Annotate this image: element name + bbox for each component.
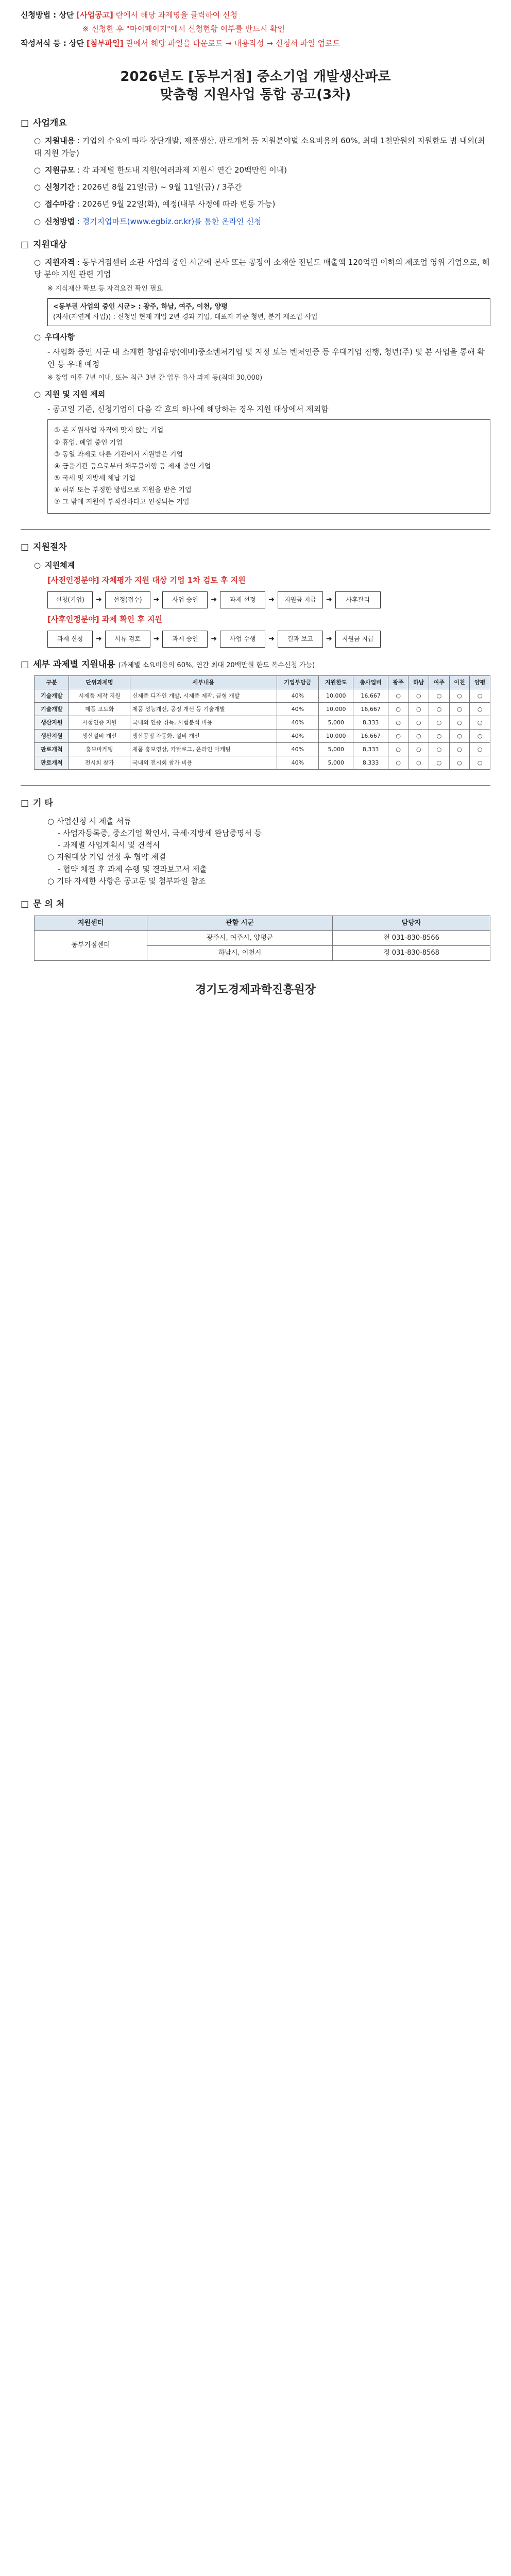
table-header-row (35, 916, 490, 930)
cell-desc: 신제품 디자인 개발, 시제품 제작, 금형 개발 (130, 689, 277, 703)
cell-limit: 10,000 (318, 689, 353, 703)
cell-center: 동부거점센터 (35, 930, 147, 960)
cell-share: 40% (277, 756, 318, 770)
flow-step: 과제 선정 (220, 591, 265, 608)
col-header: 단위과제명 (69, 676, 130, 689)
flow-step: 사후관리 (335, 591, 381, 608)
cell-region: ○ (470, 730, 490, 743)
overview-item (34, 181, 490, 193)
cell-category: 판로개척 (35, 743, 69, 756)
cell-region: ○ (470, 756, 490, 770)
section-overview-heading: □ 사업개요 (21, 116, 490, 130)
cell-region: ○ (429, 703, 450, 716)
cell-limit: 5,000 (318, 756, 353, 770)
arrow-right-icon: ➜ (268, 634, 275, 643)
table-row (35, 689, 490, 703)
cell-total: 8,333 (353, 716, 388, 730)
cell-category: 기술개발 (35, 703, 69, 716)
detail-heading: 세부 과제별 지원내용 (33, 659, 115, 670)
preference-note: ※ 창업 이후 7년 이내, 또는 최근 3년 간 업무 유사 과제 등(최대 30,000) (47, 374, 263, 382)
cell-name: 시험인증 지원 (69, 716, 130, 730)
section-etc-heading: □ 기 타 (21, 796, 490, 810)
cell-total: 8,333 (353, 756, 388, 770)
section-target-heading: □ 지원대상 (21, 238, 490, 251)
overview-list (21, 135, 490, 228)
target-note: ※ 지식재산 확보 등 자격요건 확인 필요 (47, 284, 163, 293)
section-detail-heading (21, 658, 490, 671)
cell-total: 8,333 (353, 743, 388, 756)
target-eligibility (34, 257, 490, 281)
cell-region: ○ (388, 730, 408, 743)
cell-limit: 5,000 (318, 716, 353, 730)
col-header: 여주 (429, 676, 450, 689)
title-line-1: 2026년도 [동부거점] 중소기업 개발생산파로 (120, 69, 391, 84)
cell-name: 시제품 제작 지원 (69, 689, 130, 703)
col-header: 하남 (408, 676, 429, 689)
cell-region: ○ (408, 756, 429, 770)
detail-table (34, 675, 490, 770)
arrow-right-icon: ➜ (96, 595, 102, 604)
overview-item (34, 216, 490, 228)
cell-desc: 생산공정 자동화, 설비 개선 (130, 730, 277, 743)
cell-region: ○ (470, 716, 490, 730)
cell-area: 광주시, 여주시, 양평군 (147, 930, 333, 945)
page-title (21, 68, 490, 104)
col-header: 관할 시군 (147, 916, 333, 930)
cell-person: 전 031-830-8566 (333, 930, 490, 945)
cell-limit: 10,000 (318, 730, 353, 743)
arrow-right-icon: ➜ (268, 595, 275, 604)
cell-region: ○ (449, 716, 470, 730)
cell-name: 홍보마케팅 (69, 743, 130, 756)
region-box-text: (자사(자연계 사업)) : 신청일 현재 개업 2년 경과 기업, 대표자 기준 청년, 분기 제조업 사업 (53, 313, 318, 321)
cell-region: ○ (449, 703, 470, 716)
etc-line: - 협약 체결 후 과제 수행 및 결과보고서 제출 (58, 864, 207, 874)
etc-line: ○ 사업신청 시 제출 서류 (47, 816, 131, 826)
form-tag[interactable]: [첨부파일] (86, 38, 124, 48)
cell-region: ○ (449, 730, 470, 743)
cell-region: ○ (388, 756, 408, 770)
flow-a (47, 591, 490, 608)
etc-line: - 과제별 사업계획서 및 견적서 (58, 840, 160, 850)
cell-share: 40% (277, 743, 318, 756)
form-prefix: 작성서식 등 : 상단 (21, 38, 84, 48)
cell-desc: 제품 홍보영상, 카탈로그, 온라인 마케팅 (130, 743, 277, 756)
title-line-2: 맞춤형 지원사업 통합 공고(3차) (160, 87, 351, 103)
announcement-page (0, 0, 511, 1030)
exclusion-item: ⑤ 국세 및 지방세 체납 기업 (54, 474, 135, 482)
exclusion-item: ④ 금융기관 등으로부터 채무불이행 등 제재 중인 기업 (54, 462, 211, 470)
detail-table-wrap (34, 675, 490, 770)
col-header: 기업부담금 (277, 676, 318, 689)
flow-step: 서류 검토 (105, 631, 150, 648)
col-header: 지원센터 (35, 916, 147, 930)
cell-region: ○ (449, 743, 470, 756)
flow-label-b: [사후인정분야] 과제 확인 후 지원 (47, 614, 162, 624)
notice-block (21, 9, 490, 49)
cell-area: 하남시, 이천시 (147, 945, 333, 960)
col-header: 지원한도 (318, 676, 353, 689)
cell-desc: 국내외 인증 취득, 시험분석 비용 (130, 716, 277, 730)
cell-region: ○ (470, 703, 490, 716)
cell-share: 40% (277, 716, 318, 730)
target-region-box (47, 298, 490, 326)
exclusion-item: ② 휴업, 폐업 중인 기업 (54, 438, 123, 447)
flow-step: 지원금 지급 (278, 591, 323, 608)
etc-line: - 사업자등록증, 중소기업 확인서, 국세·지방세 완납증명서 등 (58, 828, 262, 838)
contact-table (34, 916, 490, 961)
form-rest: 란에서 해당 파일을 다운로드 → 내용작성 → 신청서 파일 업로드 (126, 38, 340, 48)
cell-category: 판로개척 (35, 756, 69, 770)
contact-table-wrap (34, 916, 490, 961)
cell-region: ○ (408, 689, 429, 703)
cell-region: ○ (470, 743, 490, 756)
cell-share: 40% (277, 730, 318, 743)
region-box-title: <동부권 사업의 중인 시군> : 광주, 하남, 여주, 이천, 양평 (53, 302, 228, 311)
overview-label: ○ 신청방법 (34, 217, 75, 226)
apply-tag[interactable]: [사업공고] (76, 10, 113, 20)
overview-label: ○ 지원규모 (34, 165, 75, 175)
cell-desc: 제품 성능개선, 공정 개선 등 기술개발 (130, 703, 277, 716)
section-procedure-heading: □ 지원절차 (21, 540, 490, 554)
table-row (35, 743, 490, 756)
overview-text: : 기업의 수요에 따라 장단개발, 제품생산, 판로개척 등 지원분야별 소요비용의 60%, 최대 1천만원의 지원한도 범 내외(최대 지원 가능) (34, 136, 485, 158)
etc-line: ○ 지원대상 기업 선정 후 협약 체결 (47, 852, 166, 862)
table-row (35, 703, 490, 716)
cell-region: ○ (449, 689, 470, 703)
overview-item (34, 135, 490, 159)
arrow-right-icon: ➜ (326, 595, 332, 604)
overview-item (34, 198, 490, 210)
cell-region: ○ (429, 756, 450, 770)
target-label: ○ 지원 및 지원 제외 (34, 389, 105, 399)
form-method-row (21, 38, 490, 49)
cell-total: 16,667 (353, 730, 388, 743)
target-preference (34, 331, 490, 343)
target-text: : 동부거점센터 소관 사업의 중인 시군에 본사 또는 공장이 소재한 전년도 매출액 120억원 이하의 제조업 영위 기업으로, 해당 분야 지원 관련 기업 (34, 258, 490, 279)
table-row (35, 730, 490, 743)
overview-text[interactable]: : 경기지업마트(www.egbiz.or.kr)를 통한 온라인 신청 (77, 216, 262, 226)
preference-text: - 사업화 중인 시군 내 소재한 창업유망(예비)중소벤처기업 및 지정 보는 벤처인증 등 우대기업 진행, 청년(주) 및 본 사업을 통해 확인 등 우대 예정 (47, 347, 485, 369)
col-header: 이천 (449, 676, 470, 689)
exclusion-item: ③ 동일 과제로 다른 기관에서 지원받은 기업 (54, 450, 183, 459)
section-contact-heading: □ 문 의 처 (21, 897, 490, 911)
cell-name: 생산설비 개선 (69, 730, 130, 743)
exclusion-item: ⑦ 그 밖에 지원이 부적절하다고 인정되는 기업 (54, 498, 190, 506)
flow-step: 지원금 지급 (335, 631, 381, 648)
arrow-right-icon: ➜ (153, 595, 160, 604)
flow-step: 과제 신청 (47, 631, 93, 648)
cell-total: 16,667 (353, 689, 388, 703)
cell-region: ○ (429, 730, 450, 743)
table-header-row (35, 676, 490, 689)
cell-region: ○ (408, 743, 429, 756)
col-header: 총사업비 (353, 676, 388, 689)
cell-name: 전시회 참가 (69, 756, 130, 770)
cell-total: 16,667 (353, 703, 388, 716)
cell-region: ○ (429, 743, 450, 756)
exclusion-item: ① 본 지원사업 자격에 맞지 않는 기업 (54, 427, 164, 435)
cell-share: 40% (277, 689, 318, 703)
section-divider (21, 529, 490, 530)
overview-item (34, 164, 490, 176)
cell-region: ○ (429, 689, 450, 703)
cell-region: ○ (449, 756, 470, 770)
col-header: 광주 (388, 676, 408, 689)
cell-category: 생산지원 (35, 716, 69, 730)
col-header: 담당자 (333, 916, 490, 930)
target-label: ○ 지원자격 (34, 258, 75, 267)
exclusion-text: - 공고일 기준, 신청기업이 다음 각 호의 하나에 해당하는 경우 지원 대상에서 제외함 (47, 404, 329, 414)
table-row (35, 930, 490, 945)
cell-person: 정 031-830-8568 (333, 945, 490, 960)
exclusion-item: ⑥ 허위 또는 부정한 방법으로 지원을 받은 기업 (54, 486, 192, 495)
target-label: ○ 우대사항 (34, 332, 75, 342)
flow-step: 사업 승인 (162, 591, 208, 608)
cell-region: ○ (388, 703, 408, 716)
arrow-right-icon: ➜ (211, 634, 217, 643)
cell-limit: 10,000 (318, 703, 353, 716)
exclusion-list (47, 419, 490, 514)
arrow-right-icon: ➜ (211, 595, 217, 604)
arrow-right-icon: ➜ (326, 634, 332, 643)
apply-method-row (21, 9, 490, 21)
overview-label: ○ 신청기간 (34, 182, 75, 192)
flow-step: 신청(기업) (47, 591, 93, 608)
cell-region: ○ (408, 716, 429, 730)
procedure-sub-label: ○ 지원체계 (34, 561, 75, 570)
cell-category: 생산지원 (35, 730, 69, 743)
overview-label: ○ 접수마감 (34, 199, 75, 209)
overview-text: : 각 과제별 한도내 지원(여러과제 지원시 연간 20백만원 이내) (77, 165, 287, 175)
cell-region: ○ (388, 689, 408, 703)
apply-note: ※ 신청한 후 "마이페이지"에서 신청현황 여부를 반드시 확인 (82, 24, 285, 34)
apply-rest: 란에서 해당 과제명을 클릭하여 신청 (115, 10, 238, 20)
arrow-right-icon: ➜ (96, 634, 102, 643)
arrow-right-icon: ➜ (153, 634, 160, 643)
overview-text: : 2026년 8월 21일(금) ~ 9월 11일(금) / 3주간 (77, 182, 242, 192)
cell-region: ○ (388, 716, 408, 730)
col-header: 세부내용 (130, 676, 277, 689)
cell-region: ○ (388, 743, 408, 756)
table-row (35, 716, 490, 730)
cell-region: ○ (470, 689, 490, 703)
target-exclusion (34, 388, 490, 400)
overview-text: : 2026년 9월 22일(화), 예정(내부 사정에 따라 변동 가능) (77, 199, 276, 209)
flow-step: 결과 보고 (278, 631, 323, 648)
etc-line: ○ 기타 자세한 사항은 공고문 및 첨부파일 참조 (47, 876, 206, 886)
flow-b (47, 631, 490, 648)
issuer-name: 경기도경제과학진흥원장 (195, 983, 316, 996)
col-header: 양평 (470, 676, 490, 689)
cell-desc: 국내외 전시회 참가 비용 (130, 756, 277, 770)
procedure-sub (34, 560, 490, 571)
cell-category: 기술개발 (35, 689, 69, 703)
etc-list (47, 816, 490, 888)
cell-name: 제품 고도화 (69, 703, 130, 716)
col-header: 구분 (35, 676, 69, 689)
flow-step: 선정(접수) (105, 591, 150, 608)
flow-label-a: [사전인정분야] 자체평가 지원 대상 기업 1차 검토 후 지원 (47, 575, 246, 585)
cell-region: ○ (408, 703, 429, 716)
cell-region: ○ (408, 730, 429, 743)
overview-label: ○ 지원내용 (34, 136, 75, 145)
cell-limit: 5,000 (318, 743, 353, 756)
apply-prefix: 신청방법 : 상단 (21, 10, 74, 20)
flow-step: 과제 승인 (162, 631, 208, 648)
cell-share: 40% (277, 703, 318, 716)
table-row (35, 756, 490, 770)
section-divider (21, 785, 490, 786)
flow-step: 사업 수행 (220, 631, 265, 648)
cell-region: ○ (429, 716, 450, 730)
detail-heading-note: (과제별 소요비용의 60%, 연간 최대 20백만원 한도 복수신청 가능) (118, 661, 315, 669)
